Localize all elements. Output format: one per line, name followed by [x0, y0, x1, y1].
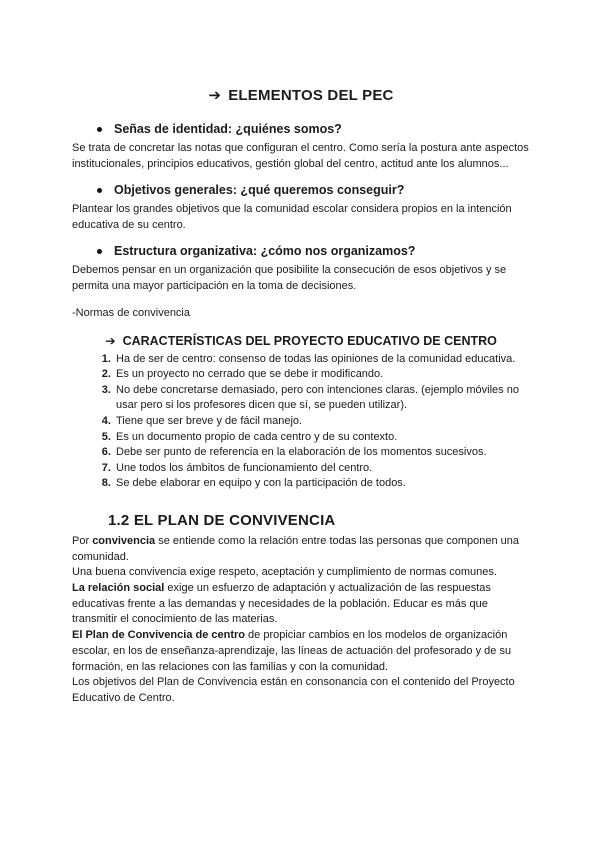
- bullet-heading-text: Objetivos generales: ¿qué queremos conseguir?: [114, 183, 405, 198]
- list-item: 8. Se debe elaborar en equipo y con la participación de todos.: [114, 476, 530, 492]
- list-item: 5. Es un documento propio de cada centro y de su contexto.: [114, 430, 530, 446]
- section-paragraph: Se trata de concretar las notas que configuran el centro. Como sería la postura ante aspectos institucionales, principios educativos, gestión global del centro, actitud ante los alumnos...: [72, 142, 529, 170]
- normas-convivencia-note: -Normas de convivencia: [72, 306, 190, 319]
- section-estructura-organizativa: [72, 243, 530, 294]
- bullet-heading: [72, 121, 530, 137]
- arrow-icon: ➔: [105, 333, 116, 348]
- list-item: 6. Debe ser punto de referencia en la elaboración de los momentos sucesivos.: [114, 445, 530, 461]
- paragraph: La relación social exige un esfuerzo de adaptación y actualización de las respuestas educativas frente a las demandas y necesidades de la población. Educar es más que transmitir el conocimiento de las materias.: [72, 582, 491, 626]
- list-item: 7. Une todos los ámbitos de funcionamiento del centro.: [114, 461, 530, 477]
- caracteristicas-list: [72, 352, 530, 492]
- caracteristicas-heading-text: CARACTERÍSTICAS DEL PROYECTO EDUCATIVO DE CENTRO: [122, 333, 497, 348]
- bullet-icon: [97, 188, 102, 193]
- caracteristicas-heading: [72, 333, 530, 349]
- plan-convivencia-heading: 1.2 EL PLAN DE CONVIVENCIA: [108, 511, 336, 529]
- page-title: [72, 86, 530, 104]
- paragraph: Por convivencia se entiende como la relación entre todas las personas que componen una comunidad.: [72, 534, 520, 563]
- section-paragraph: Plantear los grandes objetivos que la comunidad escolar considera propios en la intención educativa de su centro.: [72, 203, 512, 231]
- list-item: 3. No debe concretarse demasiado, pero con intenciones claras. (ejemplo móviles no usar pero si los profesores dicen que sí, se pueden utilizar).: [114, 383, 530, 414]
- arrow-icon: ➔: [208, 87, 222, 104]
- paragraph: El Plan de Convivencia de centro de propiciar cambios en los modelos de organización escolar, en los de enseñanza-aprendizaje, las líneas de actuación del profesorado y de su formación, en las relaciones con las familias y con la comunidad.: [72, 629, 512, 673]
- bullet-icon: [97, 127, 102, 132]
- paragraph: Una buena convivencia exige respeto, aceptación y cumplimiento de normas comunes.: [72, 566, 497, 579]
- plan-convivencia-body: [72, 534, 530, 707]
- bullet-icon: [97, 249, 102, 254]
- bullet-heading: [72, 243, 530, 259]
- bullet-heading: [72, 182, 530, 198]
- bullet-heading-text: Estructura organizativa: ¿cómo nos organizamos?: [114, 244, 416, 259]
- bullet-heading-text: Señas de identidad: ¿quiénes somos?: [114, 122, 342, 136]
- section-paragraph: Debemos pensar en un organización que posibilite la consecución de esos objetivos y se permita una mayor participación en la toma de decisiones.: [72, 264, 507, 292]
- list-item: 4. Tiene que ser breve y de fácil manejo.: [114, 414, 530, 430]
- list-item: 1. Ha de ser de centro: consenso de todas las opiniones de la comunidad educativa.: [114, 352, 530, 368]
- list-item: 2. Es un proyecto no cerrado que se debe ir modificando.: [114, 367, 530, 383]
- section-senas-identidad: [72, 121, 530, 172]
- section-objetivos-generales: [72, 182, 530, 233]
- page-title-text: ELEMENTOS DEL PEC: [228, 87, 394, 104]
- paragraph: Los objetivos del Plan de Convivencia están en consonancia con el contenido del Proyecto Educativo de Centro.: [72, 676, 515, 704]
